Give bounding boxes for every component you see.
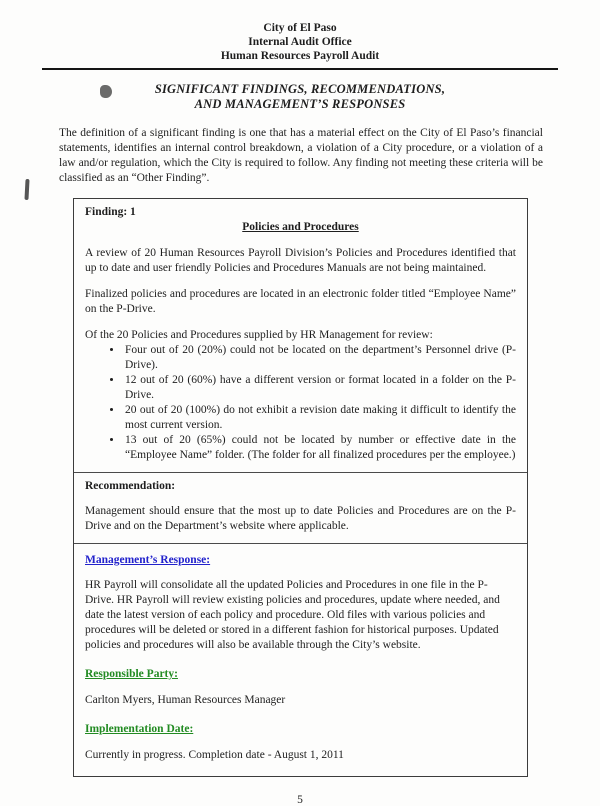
responsible-party-value: Carlton Myers, Human Resources Manager <box>85 694 286 706</box>
header-rule <box>42 68 558 70</box>
intro-paragraph: The definition of a significant finding is one that has a material effect on the City of El Paso’s financial statements, identifies an internal control breakdown, a violation of a City procedure, or a violation of a law and/or regulation, which the City is required to follow. Any finding not meeting these criteria will be classified as an “Other Finding”. <box>59 127 543 184</box>
header-office: Internal Audit Office <box>248 36 352 48</box>
finding-section <box>74 199 527 472</box>
page-title-line2: AND MANAGEMENT’S RESPONSES <box>194 97 406 111</box>
page-title <box>0 82 600 112</box>
finding-bullet: • 13 out of 20 (65%) could not be located by number or effective date in the “Employee Name” folder. (The folder for all finalized procedures per the employee.) <box>123 433 516 463</box>
finding-label: Finding: 1 <box>85 206 136 218</box>
management-response-label: Management’s Response: <box>85 554 211 566</box>
page-number: 5 <box>297 794 303 806</box>
finding-paragraph-2: Finalized policies and procedures are located in an electronic folder titled “Employee Name” on the P-Drive. <box>85 288 516 315</box>
page-title-line1: SIGNIFICANT FINDINGS, RECOMMENDATIONS, <box>154 82 446 96</box>
management-response-body: HR Payroll will consolidate all the updated Policies and Procedures in one file in the P-Drive. HR Payroll will review existing policies and procedures, update where needed, and date the latest version of each policy and procedure. Old files with various policies and procedures will be deleted or stored in a different fashion for historical purposes. Updated policies and procedures will also be available through the City’s website. <box>85 579 500 651</box>
header-audit-name: Human Resources Payroll Audit <box>220 50 380 62</box>
finding-bullet: • 12 out of 20 (60%) have a different version or format located in a folder on the P-Drive. <box>123 373 516 403</box>
responsible-party-label: Responsible Party: <box>85 668 178 680</box>
header-org: City of El Paso <box>263 22 337 34</box>
recommendation-body: Management should ensure that the most up to date Policies and Procedures are on the P-Drive and on the Department’s website where applicable. <box>85 505 516 532</box>
scan-artifact <box>100 85 112 98</box>
finding-bullet: • Four out of 20 (20%) could not be located on the department’s Personnel drive (P-Drive). <box>123 343 516 373</box>
finding-box <box>73 198 528 777</box>
scan-artifact <box>24 179 29 200</box>
finding-paragraph-1: A review of 20 Human Resources Payroll Division’s Policies and Procedures identified that up to date and user friendly Policies and Procedures Manuals are not being maintained. <box>85 247 516 274</box>
finding-heading: Policies and Procedures <box>242 221 359 233</box>
recommendation-label: Recommendation: <box>85 480 176 492</box>
document-header <box>0 21 600 63</box>
implementation-date-value: Currently in progress. Completion date - August 1, 2011 <box>85 749 344 761</box>
implementation-date-label: Implementation Date: <box>85 723 194 735</box>
finding-bullet: • 20 out of 20 (100%) do not exhibit a revision date making it difficult to identify the most current version. <box>123 403 516 433</box>
management-response-section <box>74 543 527 776</box>
recommendation-section <box>74 472 527 543</box>
finding-bullet-list <box>85 343 516 463</box>
finding-list-intro: Of the 20 Policies and Procedures supplied by HR Management for review: <box>85 329 433 341</box>
